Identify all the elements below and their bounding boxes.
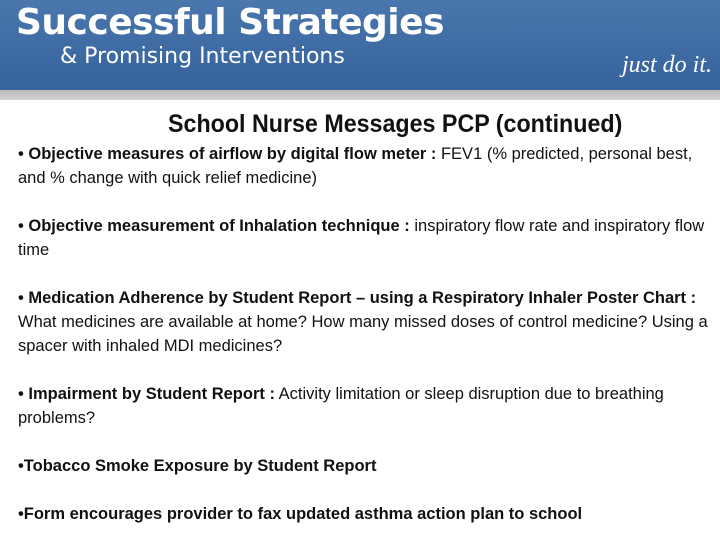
banner-divider xyxy=(0,90,720,100)
bullet-heading: •Form encourages provider to fax updated asthma action plan to school xyxy=(18,505,583,523)
bullet-heading: • Objective measures of airflow by digital flow meter : xyxy=(18,145,437,163)
header-banner xyxy=(0,0,720,90)
bullet-item xyxy=(18,382,708,430)
bullet-item xyxy=(18,142,708,190)
bullet-item xyxy=(18,502,582,526)
bullet-heading: • Medication Adherence by Student Report – using a Respiratory Inhaler Poster Chart : xyxy=(18,289,697,307)
bullet-text: Activity limitation or sleep disruption due to breathing problems? xyxy=(18,385,664,427)
bullet-heading: • Objective measurement of Inhalation technique : xyxy=(18,217,410,235)
bullet-text: What medicines are available at home? How many missed doses of control medicine? Using a spacer with inhaled MDI medicines? xyxy=(18,313,708,355)
bullet-heading: • Impairment by Student Report : xyxy=(18,385,275,403)
bullet-item xyxy=(18,454,376,478)
bullet-item xyxy=(18,214,708,262)
bullet-text: inspiratory flow rate and inspiratory flow time xyxy=(18,217,705,259)
bullet-item xyxy=(18,286,708,358)
banner-subtitle: & Promising Interventions xyxy=(60,44,345,69)
bullet-text: FEV1 (% predicted, personal best, and % change with quick relief medicine) xyxy=(18,145,693,187)
banner-title: Successful Strategies xyxy=(16,2,444,43)
bullet-heading: •Tobacco Smoke Exposure by Student Report xyxy=(18,457,377,475)
slide-title: School Nurse Messages PCP (continued) xyxy=(168,110,623,138)
banner-tagline: just do it. xyxy=(621,52,712,78)
